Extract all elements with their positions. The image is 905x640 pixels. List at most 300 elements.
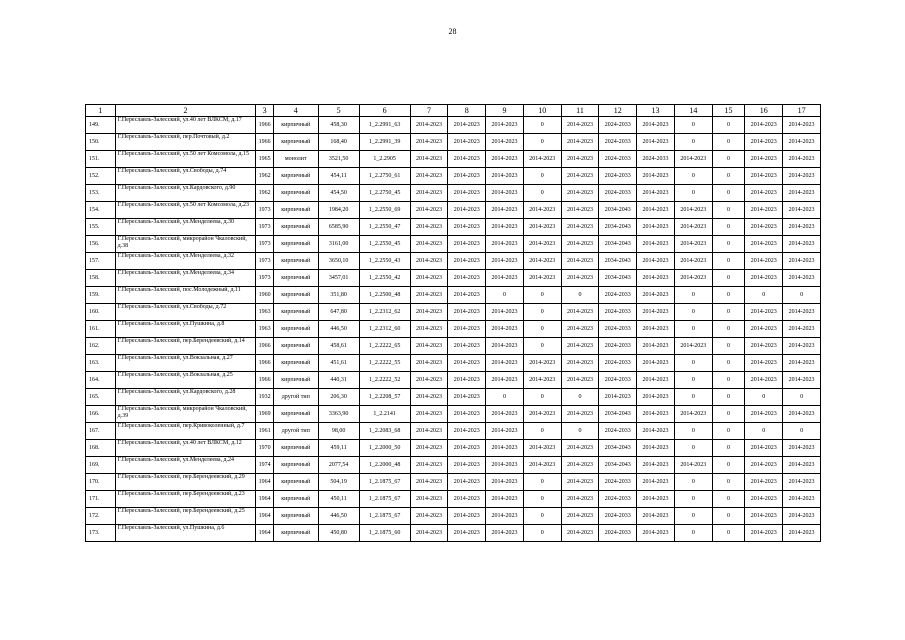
table-cell: 1962 — [256, 185, 273, 202]
table-cell: 161. — [86, 321, 116, 338]
table-cell: 2014-2023 — [410, 389, 448, 406]
table-cell: 162. — [86, 338, 116, 355]
table-cell: 0 — [674, 185, 712, 202]
table-cell: 1966 — [256, 372, 273, 389]
table-cell: 0 — [523, 491, 561, 508]
table-cell: 2014-2023 — [637, 168, 675, 185]
table-cell: 3363,90 — [318, 406, 359, 423]
table-cell: 2014-2023 — [637, 457, 675, 474]
table-cell: 2014-2023 — [783, 491, 821, 508]
address-cell: Г.Переславль-Залесский, ул.50 лет Комсомола, д.23 — [115, 202, 256, 219]
table-cell: 0 — [712, 270, 745, 287]
table-cell: 2014-2023 — [745, 219, 783, 236]
table-cell: 1964 — [256, 491, 273, 508]
table-cell: 2024-2033 — [599, 304, 637, 321]
table-cell: 2024-2033 — [599, 338, 637, 355]
table-cell: 2014-2023 — [410, 423, 448, 440]
table-cell: 156. — [86, 236, 116, 253]
table-cell: 2014-2023 — [783, 355, 821, 372]
table-cell: 3457,01 — [318, 270, 359, 287]
table-cell: 2024-2033 — [599, 117, 637, 134]
table-cell: кирпичный — [273, 304, 318, 321]
table-cell: 3521,50 — [318, 151, 359, 168]
table-cell: 1_2.2141 — [359, 406, 410, 423]
table-cell: 2014-2023 — [410, 491, 448, 508]
table-cell: 173. — [86, 525, 116, 542]
table-cell: 2014-2023 — [783, 219, 821, 236]
table-cell: 1_2.2991_39 — [359, 134, 410, 151]
table-cell: 0 — [523, 525, 561, 542]
table-cell: 2014-2023 — [561, 185, 599, 202]
table-cell: 2014-2023 — [674, 202, 712, 219]
address-cell: Г.Переславль-Залесский, ул.50 лет Комсомола, д.15 — [115, 151, 256, 168]
table-cell: 2014-2023 — [637, 491, 675, 508]
address-cell: Г.Переславль-Залесский, ул.Вокзальная, д.25 — [115, 372, 256, 389]
table-cell: 2024-2033 — [599, 134, 637, 151]
table-cell: 2014-2023 — [410, 457, 448, 474]
table-cell: 2014-2023 — [410, 117, 448, 134]
table-cell: 2014-2023 — [599, 389, 637, 406]
table-cell: 2014-2023 — [561, 151, 599, 168]
table-cell: 2014-2023 — [486, 338, 524, 355]
table-cell: 2014-2023 — [448, 389, 486, 406]
table-cell: 458,30 — [318, 117, 359, 134]
table-cell: 1_2.2550_42 — [359, 270, 410, 287]
table-row — [86, 423, 821, 440]
table-cell: 2014-2023 — [745, 253, 783, 270]
table-cell: 0 — [674, 525, 712, 542]
table-cell: 2014-2023 — [486, 474, 524, 491]
table-row — [86, 134, 821, 151]
table-cell: 2014-2023 — [637, 338, 675, 355]
table-cell: 2014-2023 — [745, 372, 783, 389]
table-cell: 153. — [86, 185, 116, 202]
table-cell: 150. — [86, 134, 116, 151]
table-cell: 155. — [86, 219, 116, 236]
table-cell: 0 — [523, 389, 561, 406]
table-cell: 2014-2023 — [745, 440, 783, 457]
table-cell: 2014-2023 — [783, 338, 821, 355]
table-cell: 1963 — [256, 321, 273, 338]
table-cell: 2014-2023 — [523, 236, 561, 253]
table-cell: 2014-2023 — [637, 117, 675, 134]
table-cell: 0 — [712, 219, 745, 236]
table-cell: 1966 — [256, 134, 273, 151]
table-cell: 0 — [783, 287, 821, 304]
table-cell: 2014-2023 — [410, 508, 448, 525]
table-cell: 0 — [674, 134, 712, 151]
table-cell: 1_2.1875_67 — [359, 491, 410, 508]
table-cell: 2014-2023 — [745, 168, 783, 185]
table-cell: 2014-2023 — [637, 304, 675, 321]
table-cell: кирпичный — [273, 440, 318, 457]
table-cell: 1932 — [256, 389, 273, 406]
table-cell: 2024-2033 — [599, 525, 637, 542]
table-cell: 2014-2023 — [637, 372, 675, 389]
table-cell: 0 — [674, 389, 712, 406]
table-cell: 2014-2023 — [523, 270, 561, 287]
table-cell: 2014-2023 — [637, 287, 675, 304]
table-row — [86, 185, 821, 202]
table-row — [86, 457, 821, 474]
table-cell: 0 — [712, 185, 745, 202]
column-header: 5 — [318, 105, 359, 117]
table-cell: 2014-2023 — [561, 338, 599, 355]
table-cell: 2034-2043 — [599, 236, 637, 253]
table-cell: 440,31 — [318, 372, 359, 389]
housing-table — [85, 104, 821, 542]
table-body — [86, 105, 821, 542]
table-cell: 2014-2023 — [410, 355, 448, 372]
table-cell: 1961 — [256, 423, 273, 440]
table-cell: 1_2.2991_63 — [359, 117, 410, 134]
table-cell: 2014-2023 — [523, 219, 561, 236]
table-cell: 0 — [712, 321, 745, 338]
table-row — [86, 474, 821, 491]
table-row — [86, 508, 821, 525]
table-cell: 172. — [86, 508, 116, 525]
table-cell: 2034-2043 — [599, 202, 637, 219]
address-cell: Г.Переславль-Залесский, микрорайон Чкаловский, д.38 — [115, 236, 256, 253]
table-cell: 2014-2023 — [561, 321, 599, 338]
table-cell: другой тип — [273, 423, 318, 440]
table-cell: 2024-2033 — [599, 151, 637, 168]
table-cell: 206,30 — [318, 389, 359, 406]
table-cell: 2014-2023 — [637, 508, 675, 525]
table-cell: 2077,54 — [318, 457, 359, 474]
table-cell: 2014-2023 — [637, 270, 675, 287]
table-cell: 0 — [674, 508, 712, 525]
table-cell: 0 — [712, 236, 745, 253]
table-cell: 2014-2023 — [637, 321, 675, 338]
table-cell: 2014-2023 — [561, 406, 599, 423]
table-cell: 2014-2023 — [783, 202, 821, 219]
table-cell: 2014-2023 — [745, 202, 783, 219]
table-cell: 2014-2023 — [523, 355, 561, 372]
table-cell: 2014-2023 — [523, 202, 561, 219]
table-cell: 351,80 — [318, 287, 359, 304]
table-cell: 1_2.2222_65 — [359, 338, 410, 355]
table-cell: 2014-2023 — [410, 321, 448, 338]
table-cell: 2014-2023 — [561, 372, 599, 389]
table-cell: 0 — [712, 355, 745, 372]
table-cell: 0 — [674, 372, 712, 389]
table-cell: кирпичный — [273, 355, 318, 372]
table-cell: 0 — [712, 151, 745, 168]
table-row — [86, 338, 821, 355]
table-cell: 1984,20 — [318, 202, 359, 219]
page-number: 28 — [448, 27, 457, 36]
table-cell: 2014-2023 — [410, 372, 448, 389]
column-header: 15 — [712, 105, 745, 117]
table-cell: 0 — [523, 508, 561, 525]
table-cell: 2014-2023 — [637, 236, 675, 253]
table-cell: 0 — [674, 117, 712, 134]
table-cell: 1_2.2550_47 — [359, 219, 410, 236]
table-cell: 0 — [674, 287, 712, 304]
table-cell: 1966 — [256, 338, 273, 355]
column-header: 9 — [486, 105, 524, 117]
table-cell: 3161,00 — [318, 236, 359, 253]
table-row — [86, 321, 821, 338]
table-cell: 169. — [86, 457, 116, 474]
column-header: 11 — [561, 105, 599, 117]
table-cell: 2014-2023 — [486, 491, 524, 508]
table-cell: 2014-2023 — [448, 372, 486, 389]
table-cell: 1_2.2083_68 — [359, 423, 410, 440]
table-cell: 2014-2023 — [486, 355, 524, 372]
table-cell: 1_2.2550_69 — [359, 202, 410, 219]
table-cell: 165. — [86, 389, 116, 406]
column-header: 13 — [637, 105, 675, 117]
table-cell: 0 — [486, 287, 524, 304]
column-header: 7 — [410, 105, 448, 117]
table-cell: 0 — [523, 168, 561, 185]
table-cell: кирпичный — [273, 457, 318, 474]
address-cell: Г.Переславль-Залесский, ул.Кардовского, д.90 — [115, 185, 256, 202]
table-cell: 2034-2043 — [599, 457, 637, 474]
table-cell: 149. — [86, 117, 116, 134]
table-cell: 2014-2023 — [783, 508, 821, 525]
table-cell: 1973 — [256, 202, 273, 219]
table-cell: 2014-2023 — [523, 253, 561, 270]
table-cell: кирпичный — [273, 321, 318, 338]
address-cell: Г.Переславль-Залесский, ул.Кардовского, д.28 — [115, 389, 256, 406]
table-cell: 2014-2023 — [523, 457, 561, 474]
table-cell: 2024-2033 — [599, 491, 637, 508]
table-cell: 2014-2023 — [783, 236, 821, 253]
table-cell: 2014-2023 — [448, 151, 486, 168]
table-cell: 2014-2023 — [410, 236, 448, 253]
table-cell: 504,19 — [318, 474, 359, 491]
column-header: 16 — [745, 105, 783, 117]
table-cell: 0 — [674, 474, 712, 491]
table-cell: 2014-2023 — [637, 525, 675, 542]
table-cell: 1_2.2312_60 — [359, 321, 410, 338]
column-header: 14 — [674, 105, 712, 117]
table-cell: 166. — [86, 406, 116, 423]
table-cell: 2014-2023 — [448, 134, 486, 151]
table-cell: 2014-2023 — [674, 406, 712, 423]
table-cell: 0 — [712, 474, 745, 491]
table-cell: 2014-2023 — [637, 185, 675, 202]
table-cell: 2034-2043 — [599, 253, 637, 270]
address-cell: Г.Переславль-Залесский, ул.40 лет ВЛКСМ, д.12 — [115, 440, 256, 457]
table-cell: 2014-2023 — [783, 474, 821, 491]
table-cell: 0 — [561, 389, 599, 406]
table-cell: 1966 — [256, 117, 273, 134]
table-row — [86, 355, 821, 372]
table-row — [86, 525, 821, 542]
table-cell: 2014-2023 — [637, 423, 675, 440]
table-cell: 1970 — [256, 440, 273, 457]
table-cell: 2024-2033 — [599, 423, 637, 440]
table-cell: 2014-2023 — [637, 474, 675, 491]
table-cell: 2024-2033 — [599, 508, 637, 525]
table-cell: 458,61 — [318, 338, 359, 355]
table-cell: 2014-2023 — [448, 202, 486, 219]
table-cell: 2014-2023 — [448, 117, 486, 134]
table-row — [86, 304, 821, 321]
column-header: 10 — [523, 105, 561, 117]
table-cell: кирпичный — [273, 525, 318, 542]
table-cell: 2014-2023 — [561, 457, 599, 474]
table-cell: 2014-2023 — [561, 491, 599, 508]
address-cell: Г.Переславль-Залесский, ул.Вокзальная, д.27 — [115, 355, 256, 372]
table-cell: 446,50 — [318, 508, 359, 525]
table-cell: 168,40 — [318, 134, 359, 151]
table-cell: 2024-2033 — [599, 321, 637, 338]
table-cell: 2014-2023 — [523, 440, 561, 457]
table-cell: 2014-2023 — [783, 253, 821, 270]
table-cell: 2014-2023 — [783, 117, 821, 134]
table-cell: 0 — [712, 389, 745, 406]
table-row — [86, 151, 821, 168]
table-cell: 1964 — [256, 474, 273, 491]
table-cell: 2014-2023 — [637, 406, 675, 423]
address-cell: Г.Переславль-Залесский, ул.40 лет ВЛКСМ, д.17 — [115, 117, 256, 134]
table-cell: 1962 — [256, 168, 273, 185]
table-cell: 2014-2023 — [448, 338, 486, 355]
table-cell: 2014-2023 — [486, 525, 524, 542]
table-cell: 2034-2043 — [599, 406, 637, 423]
table-row — [86, 168, 821, 185]
table-cell: 2014-2023 — [561, 253, 599, 270]
table-cell: кирпичный — [273, 236, 318, 253]
table-cell: кирпичный — [273, 270, 318, 287]
table-cell: 454,11 — [318, 168, 359, 185]
table-cell: кирпичный — [273, 491, 318, 508]
table-cell: 0 — [523, 474, 561, 491]
table-cell: 152. — [86, 168, 116, 185]
table-cell: 2014-2023 — [561, 236, 599, 253]
table-cell: 2014-2023 — [674, 219, 712, 236]
table-cell: кирпичный — [273, 372, 318, 389]
table-cell: 0 — [523, 304, 561, 321]
table-row — [86, 236, 821, 253]
table-cell: 0 — [712, 338, 745, 355]
table-cell: 1973 — [256, 236, 273, 253]
table-cell: 2014-2023 — [783, 440, 821, 457]
address-cell: Г.Переславль-Залесский, пер.Берендеевский, д.23 — [115, 491, 256, 508]
table-cell: 2014-2023 — [637, 253, 675, 270]
table-cell: 2014-2023 — [448, 440, 486, 457]
table-cell: 2014-2023 — [745, 355, 783, 372]
table-cell: 2014-2023 — [561, 202, 599, 219]
address-cell: Г.Переславль-Залесский, пер.Почтовый, д.2 — [115, 134, 256, 151]
table-cell: 2014-2023 — [745, 270, 783, 287]
table-cell: 1_2.2222_55 — [359, 355, 410, 372]
address-cell: Г.Переславль-Залесский, ул.Свободы, д.72 — [115, 304, 256, 321]
table-cell: 0 — [523, 287, 561, 304]
table-cell: 2014-2023 — [486, 236, 524, 253]
table-row — [86, 389, 821, 406]
table-cell: кирпичный — [273, 134, 318, 151]
table-cell: 2014-2023 — [486, 134, 524, 151]
table-cell: 2014-2023 — [783, 168, 821, 185]
table-cell: 0 — [712, 525, 745, 542]
table-cell: 1_2.2208_57 — [359, 389, 410, 406]
table-cell: 2014-2023 — [745, 236, 783, 253]
table-cell: 1966 — [256, 355, 273, 372]
address-cell: Г.Переславль-Залесский, ул.Свободы, д.74 — [115, 168, 256, 185]
table-cell: 2014-2023 — [745, 321, 783, 338]
table-cell: 0 — [674, 491, 712, 508]
table-cell: 2034-2043 — [599, 270, 637, 287]
table-cell: 2014-2023 — [448, 304, 486, 321]
table-cell: 1_2.2550_43 — [359, 253, 410, 270]
table-cell: 2014-2023 — [674, 270, 712, 287]
table-cell: 2024-2033 — [599, 168, 637, 185]
table-cell: 2014-2023 — [448, 321, 486, 338]
table-cell: 2014-2023 — [448, 236, 486, 253]
address-cell: Г.Переславль-Залесский, ул.Менделеева, д.24 — [115, 457, 256, 474]
table-cell: 2014-2023 — [448, 253, 486, 270]
table-cell: 2014-2023 — [410, 287, 448, 304]
table-cell: 1_2.2000_48 — [359, 457, 410, 474]
column-header-row — [86, 105, 821, 117]
table-cell: 2014-2023 — [486, 423, 524, 440]
table-cell: 1974 — [256, 457, 273, 474]
table-cell: 459,11 — [318, 440, 359, 457]
table-cell: 0 — [712, 253, 745, 270]
table-cell: 2014-2023 — [410, 338, 448, 355]
table-cell: 2014-2023 — [410, 474, 448, 491]
table-cell: 2014-2023 — [745, 406, 783, 423]
address-cell: Г.Переславль-Залесский, ул.Менделеева, д.34 — [115, 270, 256, 287]
table-cell: 1973 — [256, 219, 273, 236]
table-cell: 157. — [86, 253, 116, 270]
table-cell: 1964 — [256, 508, 273, 525]
table-cell: 2014-2023 — [561, 134, 599, 151]
table-cell: 0 — [561, 423, 599, 440]
table-cell: 2014-2023 — [674, 457, 712, 474]
table-cell: 1_2.2750_61 — [359, 168, 410, 185]
table-cell: 1969 — [256, 406, 273, 423]
table-cell: 2014-2023 — [745, 304, 783, 321]
table-cell: 2014-2023 — [486, 219, 524, 236]
table-cell: 1_2.2550_45 — [359, 236, 410, 253]
table-cell: 2014-2023 — [561, 168, 599, 185]
column-header: 8 — [448, 105, 486, 117]
table-cell: 0 — [674, 304, 712, 321]
address-cell: Г.Переславль-Залесский, пер.Берендеевский, д.25 — [115, 508, 256, 525]
table-cell: 0 — [745, 423, 783, 440]
table-cell: 2014-2023 — [486, 321, 524, 338]
table-cell: 159. — [86, 287, 116, 304]
table-cell: кирпичный — [273, 202, 318, 219]
table-cell: 2014-2023 — [561, 474, 599, 491]
table-cell: 2014-2023 — [745, 474, 783, 491]
table-row — [86, 202, 821, 219]
table-cell: 0 — [523, 321, 561, 338]
table-cell: 0 — [561, 287, 599, 304]
table-cell: 1_2.2312_62 — [359, 304, 410, 321]
table-cell: 170. — [86, 474, 116, 491]
table-cell: 0 — [712, 304, 745, 321]
table-cell: 2014-2023 — [448, 355, 486, 372]
table-cell: 2014-2023 — [523, 372, 561, 389]
table-cell: монолит — [273, 151, 318, 168]
address-cell: Г.Переславль-Залесский, ул.Менделеева, д.30 — [115, 219, 256, 236]
table-cell: 2014-2023 — [486, 406, 524, 423]
table-cell: 2014-2023 — [783, 270, 821, 287]
column-header: 3 — [256, 105, 273, 117]
address-cell: Г.Переславль-Залесский, пер.Кривоколенный, д.7 — [115, 423, 256, 440]
table-cell: 0 — [783, 389, 821, 406]
table-cell: 0 — [745, 389, 783, 406]
table-cell: 1973 — [256, 270, 273, 287]
